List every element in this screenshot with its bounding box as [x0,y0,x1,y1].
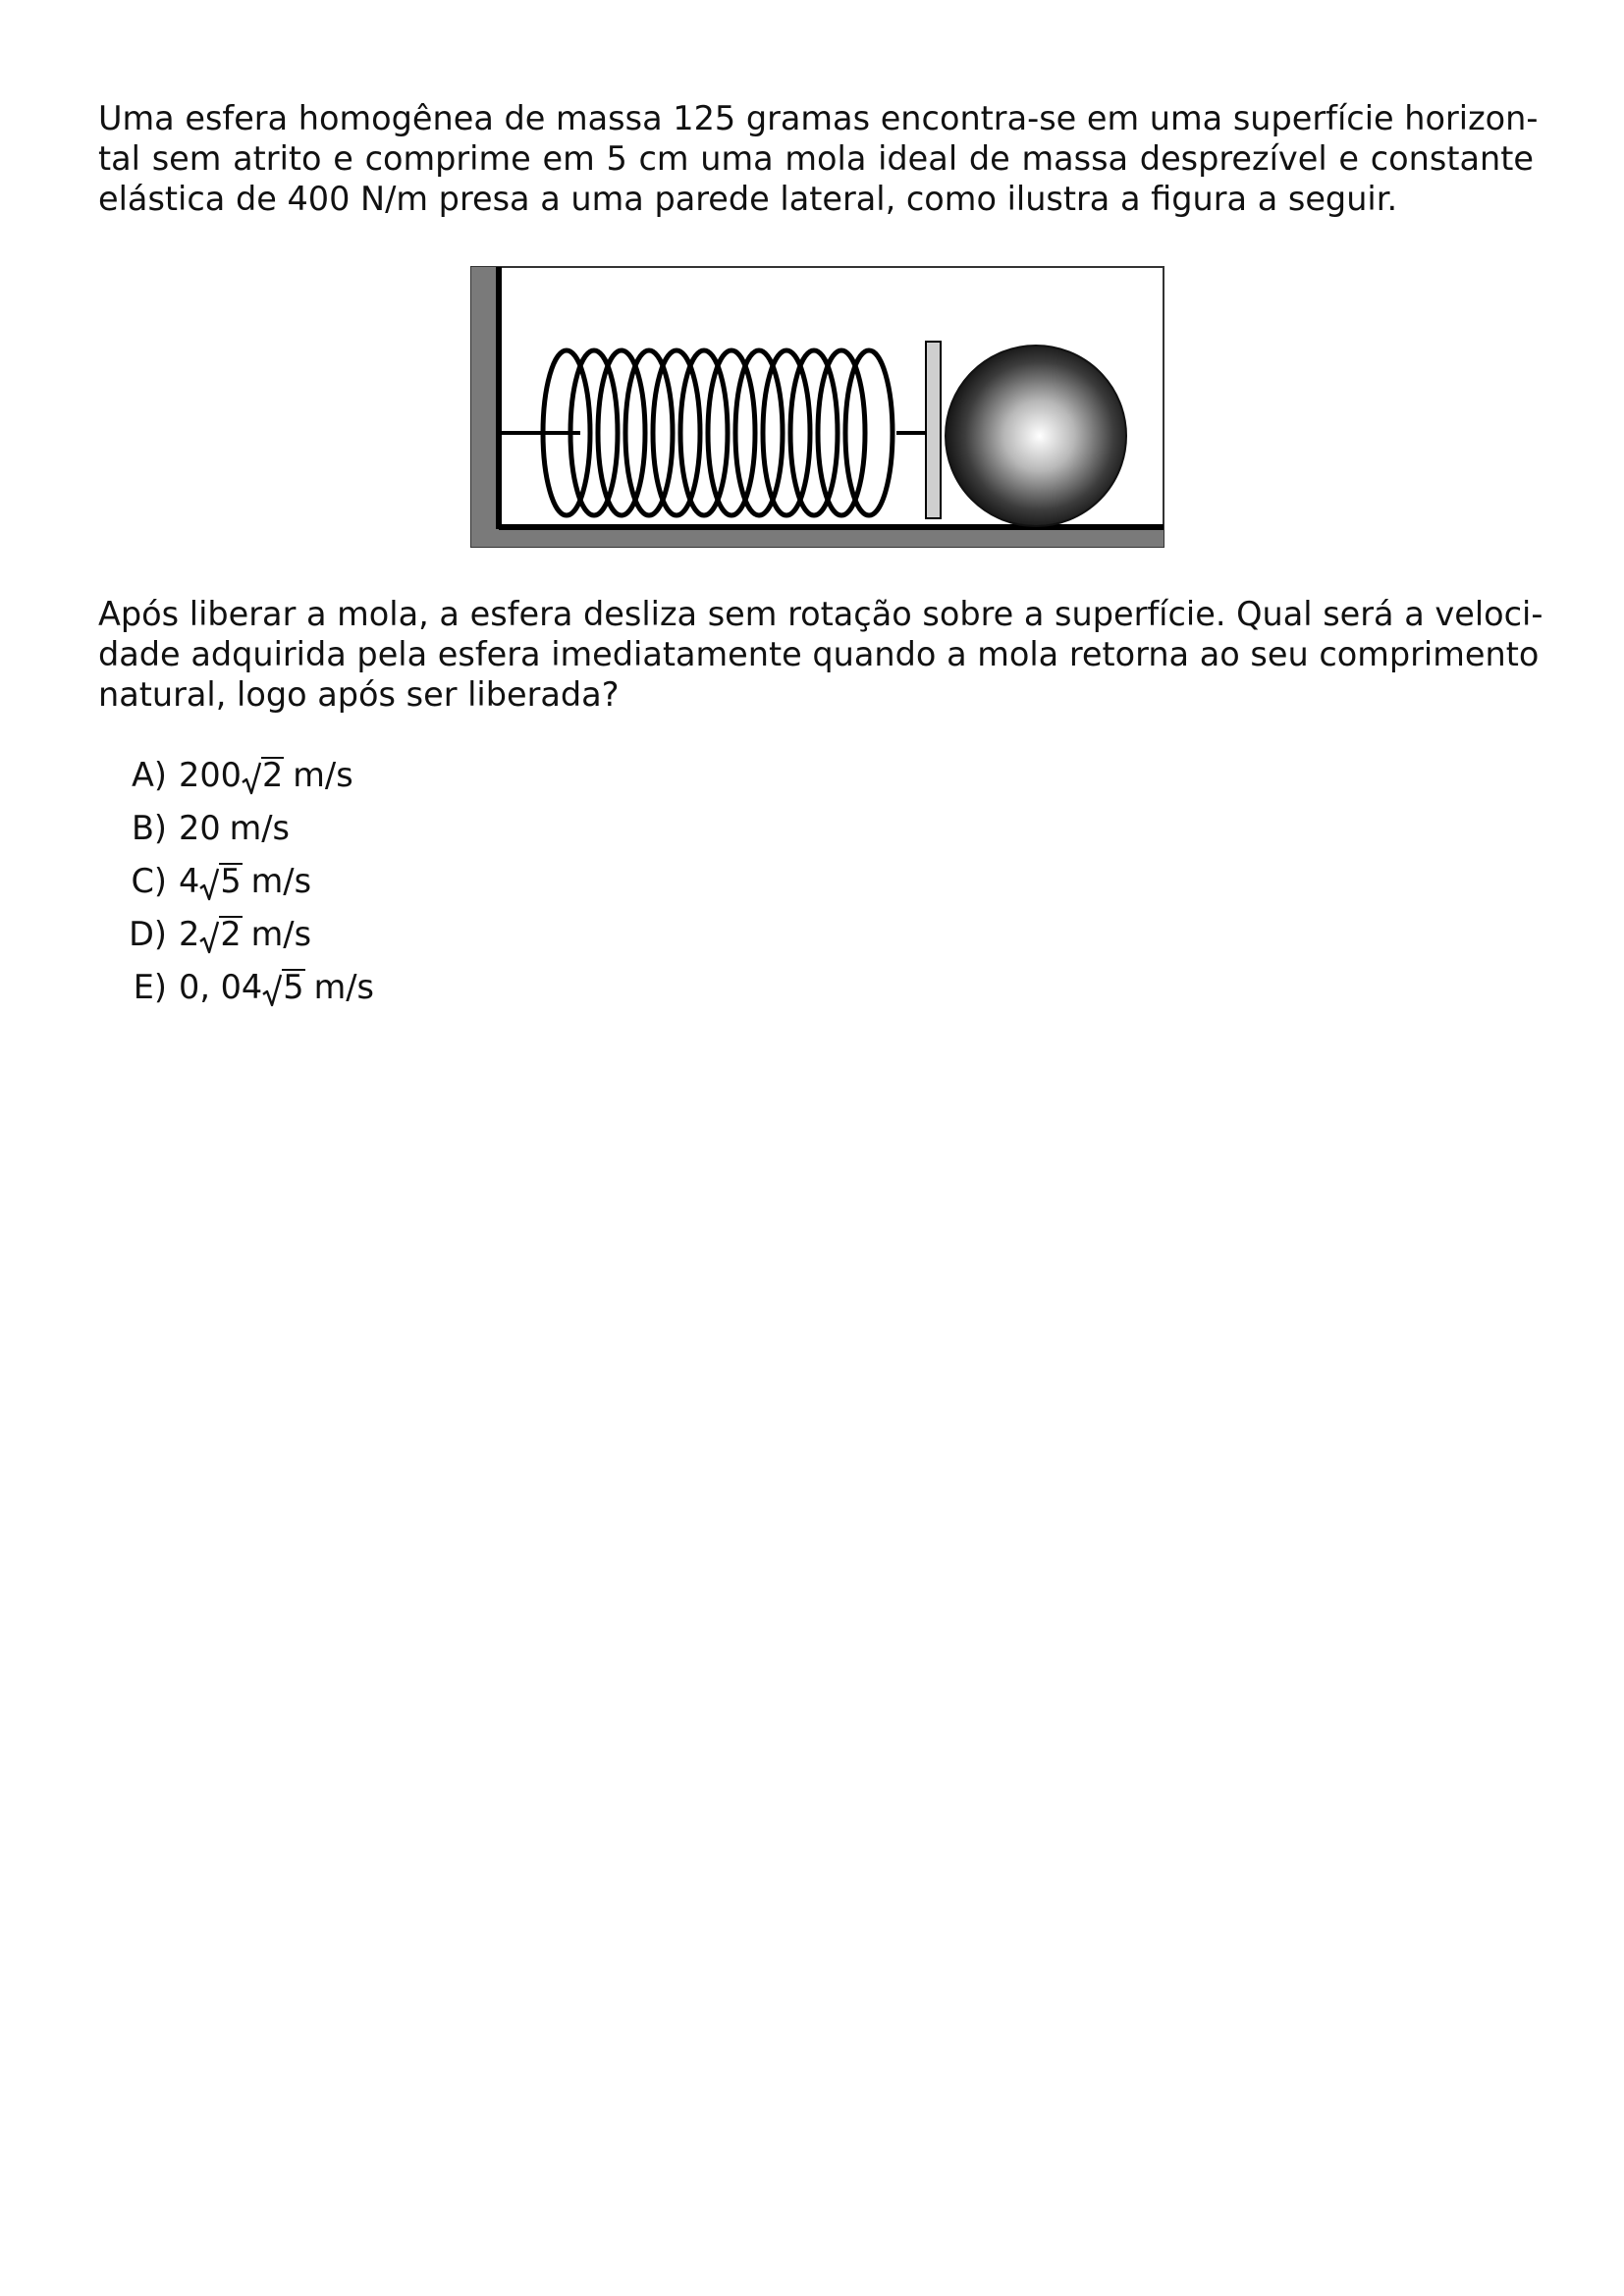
option-letter: D) [129,914,167,953]
option-c[interactable] [98,854,374,907]
option-letter: B) [131,808,167,847]
answer-options [98,748,374,1013]
radical-sign-icon [262,973,282,1008]
option-coefficient: 200 [179,755,242,794]
option-coefficient: 0, 04 [179,967,263,1006]
option-unit: m/s [250,914,312,953]
option-unit: m/s [250,861,312,900]
radicand: 5 [283,968,304,1006]
option-a[interactable] [98,748,374,801]
radical-sign-icon [199,920,219,955]
square-root [199,863,242,898]
square-root [262,969,304,1004]
radical-sign-icon [199,867,219,902]
sphere [946,346,1126,526]
option-b[interactable] [98,801,374,854]
radicand: 2 [261,756,284,794]
radicand: 5 [220,862,242,900]
option-letter: A) [132,755,167,794]
text-line: dade adquirida pela esfera imediatamente quando a mola retorna ao seu comprimento [98,635,1540,673]
wall [471,267,499,547]
spring-plate [926,342,941,518]
text-line: tal sem atrito e comprime em 5 cm uma mola ideal de massa desprezível e constante [98,139,1534,178]
text-line: Uma esfera homogênea de massa 125 gramas encontra-se em uma superfície horizon- [98,99,1539,137]
option-coefficient: 2 [179,914,200,953]
question-prompt [98,594,1543,715]
option-letter: E) [133,967,167,1006]
option-coefficient: 20 [179,808,221,847]
square-root [199,916,242,951]
floor [471,529,1164,547]
square-root [242,757,284,792]
option-coefficient: 4 [179,861,200,900]
option-e[interactable] [98,960,374,1013]
text-line: natural, logo após ser liberada? [98,675,620,714]
spring-sphere-figure [470,266,1164,548]
option-unit: m/s [229,808,291,847]
option-d[interactable] [98,907,374,960]
option-unit: m/s [293,755,353,794]
text-line: Após liberar a mola, a esfera desliza sem rotação sobre a superfície. Qual será a veloci- [98,595,1543,633]
text-line: elástica de 400 N/m presa a uma parede lateral, como ilustra a figura a seguir. [98,180,1398,218]
option-unit: m/s [313,967,374,1006]
option-letter: C) [131,861,167,900]
radicand: 2 [220,915,242,953]
question-intro [98,98,1539,219]
radical-sign-icon [242,761,261,796]
